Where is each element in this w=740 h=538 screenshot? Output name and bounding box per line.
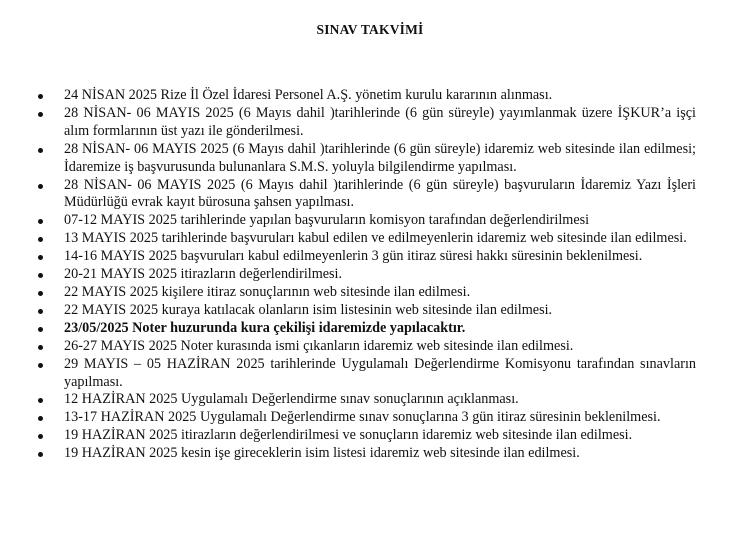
list-item [0, 177, 740, 213]
list-item [0, 302, 740, 320]
list-item-text: 24 NİSAN 2025 Rize İl Özel İdaresi Personel A.Ş. yönetim kurulu kararının alınması. [64, 87, 553, 103]
bullet-icon [38, 452, 43, 457]
list-item [0, 212, 740, 230]
list-item-text: 13 MAYIS 2025 tarihlerinde başvuruları kabul edilen ve edilmeyenlerin idaremiz web sitesinde ilan edilmesi. [64, 230, 687, 247]
list-item-text: 28 NİSAN- 06 MAYIS 2025 (6 Mayıs dahil )tarihlerinde (6 gün süreyle) başvuruların İdaremiz Yazı İşleri Müdürlüğü evrak kayıt bürosuna şahsen yapılması. [64, 176, 696, 211]
bullet-icon [38, 273, 43, 278]
list-item-text: 28 NİSAN- 06 MAYIS 2025 (6 Mayıs dahil )tarihlerinde (6 gün süreyle) idaremiz web sitesinde ilan edilmesi; İdaremize iş başvurusunda bulunanlara S.M.S. yoluyla bilgilendirme yapılması. [64, 140, 696, 175]
bullet-icon [38, 94, 43, 99]
bullet-icon [38, 345, 43, 350]
bullet-icon [38, 219, 43, 224]
list-item-text: 07-12 MAYIS 2025 tarihlerinde yapılan başvuruların komisyon tarafından değerlendirilmesi [64, 212, 590, 229]
bullet-icon [38, 309, 43, 314]
list-item-text: 28 NİSAN- 06 MAYIS 2025 (6 Mayıs dahil )tarihlerinde (6 gün süreyle) yayımlanmak üzere İŞKUR’a işçi alım formlarının üst yazı ile gönderilmesi. [64, 104, 696, 139]
list-item [0, 409, 740, 427]
bullet-icon [38, 434, 43, 439]
list-item [0, 427, 740, 445]
bullet-icon [38, 416, 43, 421]
list-item [0, 338, 740, 356]
list-item-text: 12 HAZİRAN 2025 Uygulamalı Değerlendirme sınav sonuçlarının açıklanması. [64, 391, 519, 408]
bullet-icon [38, 363, 43, 368]
list-item-text: 20-21 MAYIS 2025 itirazların değerlendirilmesi. [64, 266, 343, 283]
bullet-icon [38, 184, 43, 189]
list-item [0, 105, 740, 141]
list-item-text: 14-16 MAYIS 2025 başvuruları kabul edilmeyenlerin 3 gün itiraz süresi hakkı süresinin beklenilmesi. [64, 248, 643, 265]
list-item-text: 29 MAYIS – 05 HAZİRAN 2025 tarihlerinde Uygulamalı Değerlendirme Komisyonu tarafından sınavların yapılması. [64, 355, 696, 390]
list-item [0, 230, 740, 248]
list-item-text: 19 HAZİRAN 2025 itirazların değerlendirilmesi ve sonuçların idaremiz web sitesinde ilan edilmesi. [64, 427, 633, 444]
list-item [0, 87, 740, 105]
list-item [0, 445, 740, 463]
list-item [0, 356, 740, 392]
schedule-list [0, 87, 740, 463]
list-item-text: 13-17 HAZİRAN 2025 Uygulamalı Değerlendirme sınav sonuçlarına 3 gün itiraz süresinin beklenilmesi. [64, 409, 661, 426]
list-item-text: 22 MAYIS 2025 kişilere itiraz sonuçlarının web sitesinde ilan edilmesi. [64, 283, 471, 300]
list-item [0, 284, 740, 302]
list-item [0, 266, 740, 284]
list-item-text: 26-27 MAYIS 2025 Noter kurasında ismi çıkanların idaremiz web sitesinde ilan edilmesi. [64, 337, 574, 354]
bullet-icon [38, 255, 43, 260]
bullet-icon [38, 291, 43, 296]
list-item [0, 391, 740, 409]
list-item [0, 248, 740, 266]
list-item [0, 320, 740, 338]
list-item-text: 23/05/2025 Noter huzurunda kura çekilişi idaremizde yapılacaktır. [64, 319, 466, 336]
list-item-text: 22 MAYIS 2025 kuraya katılacak olanların isim listesinin web sitesinde ilan edilmesi. [64, 301, 553, 318]
list-item-text: 19 HAZİRAN 2025 kesin işe gireceklerin isim listesi idaremiz web sitesinde ilan edilmesi. [64, 445, 580, 462]
bullet-icon [38, 398, 43, 403]
bullet-icon [38, 112, 43, 117]
page-title: SINAV TAKVİMİ [316, 22, 424, 37]
list-item [0, 141, 740, 177]
bullet-icon [38, 327, 43, 332]
bullet-icon [38, 237, 43, 242]
bullet-icon [38, 148, 43, 153]
